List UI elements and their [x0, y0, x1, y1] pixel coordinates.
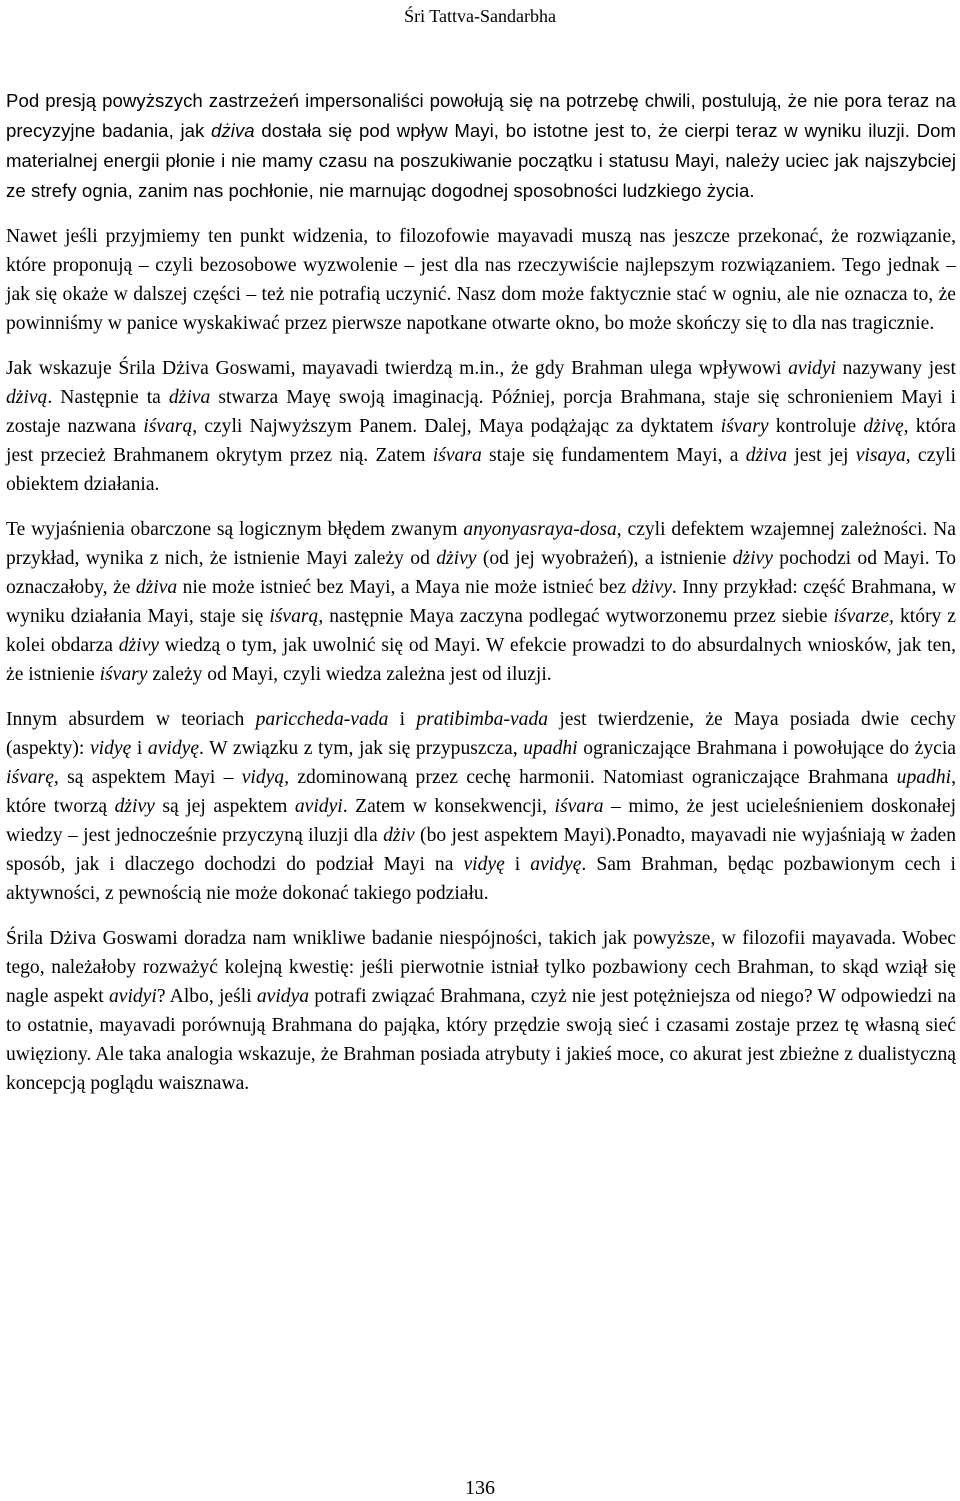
text-run: potrafi związać Brahmana, czyż nie jest potężniejsza od niego? W odpowiedzi na to ostatnie, mayavadi porównują Brahmana do pająka, który przędzie swoją sieć i czasami zostaje przez tę własną sieć uwięziony. Ale taka analogia wskazuje, że Brahman posiada atrybuty i jakieś moce, co akurat jest zbieżne z dualistyczną koncepcją poglądu waisznawa.: [6, 986, 956, 1094]
emphasized-term: iśvary: [99, 664, 148, 685]
text-run: . Sam Brahman, będąc pozbawionym cech i aktywności, z pewnością nie może dokonać takiego podziału.: [6, 854, 956, 904]
paragraph: [6, 86, 956, 206]
paragraph: [6, 515, 956, 689]
paragraph: [6, 924, 956, 1098]
emphasized-term: dżiv: [383, 825, 415, 846]
text-run: wiedzą o tym, jak uwolnić się od Mayi. W efekcie prowadzi to do absurdalnych wniosków, jak ten, że istnienie: [6, 635, 956, 685]
emphasized-term: vidyę: [89, 738, 132, 759]
text-run: kontroluje: [768, 416, 864, 437]
emphasized-term: dżiva: [745, 445, 788, 466]
emphasized-term: dżivę: [863, 416, 904, 437]
text-run: nie może istnieć bez Mayi, a Maya nie może istnieć bez: [177, 577, 632, 598]
text-run: Nawet jeśli przyjmiemy ten punkt widzenia, to filozofowie mayavadi muszą nas jeszcze przekonać, że rozwiązanie, które proponują – czyli bezosobowe wyzwolenie – jest dla nas rzeczywiście najlepszym rozwiązaniem. Tego jednak – jak się okaże w dalszej części – też nie potrafią uczynić.: [6, 226, 956, 305]
text-run: i: [388, 709, 417, 730]
emphasized-term: iśvara: [432, 445, 482, 466]
paragraph: [6, 354, 956, 499]
text-run: (od jej wyobrażeń), a istnienie: [476, 548, 733, 569]
text-run: są aspektem Mayi –: [58, 767, 242, 788]
text-run: jest jej: [787, 445, 856, 466]
text-run: stwarza Mayę swoją imaginacją. Później, porcja Brahmana, staje się schronieniem Mayi i zostaje nazwana: [6, 387, 956, 437]
emphasized-term: vidyą,: [241, 767, 290, 788]
text-run: ograniczające Brahmana i powołujące do życia: [577, 738, 956, 759]
text-run: i: [504, 854, 531, 875]
text-run: Nasz dom może faktycznie stać w ogniu, ale nie oznacza to, że powinniśmy w panice wyskakiwać przez pierwsze napotkane otwarte okno, bo może skończy się to dla nas tragicznie.: [6, 284, 956, 334]
emphasized-term: avidyi: [788, 358, 836, 379]
emphasized-term: dżivą: [6, 387, 48, 408]
text-run: , czyli defektem wzajemnej zależności. Na przykład, wynika z nich, że istnienie Mayi zależy od: [6, 519, 956, 569]
emphasized-term: iśvarą: [269, 606, 319, 627]
text-run: staje się fundamentem Mayi, a: [481, 445, 746, 466]
emphasized-term: iśvarą: [143, 416, 193, 437]
text-run: – mimo, że jest ucieleśnieniem doskonałej wiedzy – jest jednocześnie przyczyną iluzji dla: [6, 796, 957, 846]
emphasized-term: avidya: [256, 986, 310, 1007]
emphasized-term: dżivy: [732, 548, 773, 569]
text-run: pochodzi od Mayi. To oznaczałoby, że: [6, 548, 956, 598]
emphasized-term: avidyi: [108, 986, 157, 1007]
text-run: jest twierdzenie, że Maya posiada dwie cechy (aspekty):: [6, 709, 956, 759]
text-run: Innym absurdem w teoriach: [6, 709, 256, 730]
text-run: . Następnie ta: [47, 387, 169, 408]
page-body: [6, 86, 956, 1114]
emphasized-term: vidyę: [463, 854, 505, 875]
page-number: 136: [465, 1477, 495, 1499]
text-run: zależy od Mayi, czyli wiedza zależna jest od iluzji.: [147, 664, 552, 685]
emphasized-term: iśvara: [554, 796, 604, 817]
emphasized-term: avidyę: [147, 738, 200, 759]
text-run: , które tworzą: [6, 767, 956, 817]
text-run: , która jest przecież Brahmanem okrytym przez nią. Zatem: [6, 416, 956, 466]
text-run: . Inny przykład: część Brahmana, w wyniku działania Mayi, staje się: [6, 577, 956, 627]
emphasized-term: pariccheda-vada: [255, 709, 389, 730]
emphasized-term: dżivy: [114, 796, 155, 817]
text-run: są jej aspektem: [154, 796, 295, 817]
text-run: Dom materialnej energii płonie i nie mamy czasu na poszukiwanie początku i statusu Mayi, należy uciec jak najszybciej ze strefy ognia, zanim nas pochłonie, nie marnując dogodnej sposobności ludzkiego życia.: [6, 120, 956, 201]
emphasized-term: avidyi: [294, 796, 343, 817]
running-header: Śri Tattva-Sandarbha: [404, 6, 556, 26]
emphasized-term: upadhi: [523, 738, 578, 759]
emphasized-term: iśvary: [720, 416, 769, 437]
text-run: nazywany jest: [836, 358, 956, 379]
emphasized-term: dżiva: [168, 387, 211, 408]
text-run: Te wyjaśnienia obarczone są logicznym błędem zwanym: [6, 519, 464, 540]
emphasized-term: dżiva: [135, 577, 178, 598]
emphasized-term: anyonyasraya-dosa: [463, 519, 617, 540]
text-run: ? Albo, jeśli: [156, 986, 257, 1007]
emphasized-term: avidyę: [530, 854, 582, 875]
text-run: , następnie Maya zaczyna podlegać wytworzonemu przez siebie: [318, 606, 834, 627]
text-run: dostała się pod wpływ Mayi, bo istotne jest to, że cierpi teraz w wyniku iluzji.: [254, 120, 910, 141]
paragraph: [6, 705, 956, 908]
emphasized-term: iśvarę,: [6, 767, 59, 788]
emphasized-term: visaya: [855, 445, 906, 466]
text-run: . W związku z tym, jak się przypuszcza,: [199, 738, 524, 759]
text-run: Jak wskazuje Śrila Dżiva Goswami, mayavadi twierdzą m.in., że gdy Brahman ulega wpływowi: [6, 358, 789, 379]
text-run: Pod presją powyższych zastrzeżeń impersonaliści powołują się na potrzebę chwili, postulują, że nie pora teraz na precyzyjne badania, jak: [6, 90, 956, 141]
emphasized-term: dżiva: [211, 120, 255, 141]
emphasized-term: iśvarze,: [833, 606, 894, 627]
emphasized-term: dżivy: [436, 548, 477, 569]
text-run: , czyli obiektem działania.: [6, 445, 957, 495]
emphasized-term: dżivy: [631, 577, 672, 598]
text-run: Śrila Dżiva Goswami doradza nam wnikliwe badanie niespójności, takich jak powyższe, w filozofii mayavada. Wobec tego, należałoby rozważyć kolejną kwestię: jeśli pierwotnie istniał tylko pozbawiony cech Brahman, to skąd wziął się nagle aspekt: [6, 928, 956, 1007]
emphasized-term: pratibimba-vada: [416, 709, 549, 730]
text-run: zdominowaną przez cechę harmonii. Natomiast ograniczające Brahmana: [289, 767, 897, 788]
emphasized-term: dżivy: [118, 635, 159, 656]
emphasized-term: upadhi: [896, 767, 952, 788]
text-run: . Zatem w konsekwencji,: [342, 796, 555, 817]
text-run: który z kolei obdarza: [6, 606, 956, 656]
paragraph: [6, 222, 956, 338]
text-run: i: [131, 738, 148, 759]
text-run: , czyli Najwyższym Panem. Dalej, Maya podążając za dyktatem: [192, 416, 721, 437]
text-run: (bo jest aspektem Mayi).Ponadto, mayavadi nie wyjaśniają w żaden sposób, jak i dlaczego dochodzi do podział Mayi na: [6, 825, 956, 875]
